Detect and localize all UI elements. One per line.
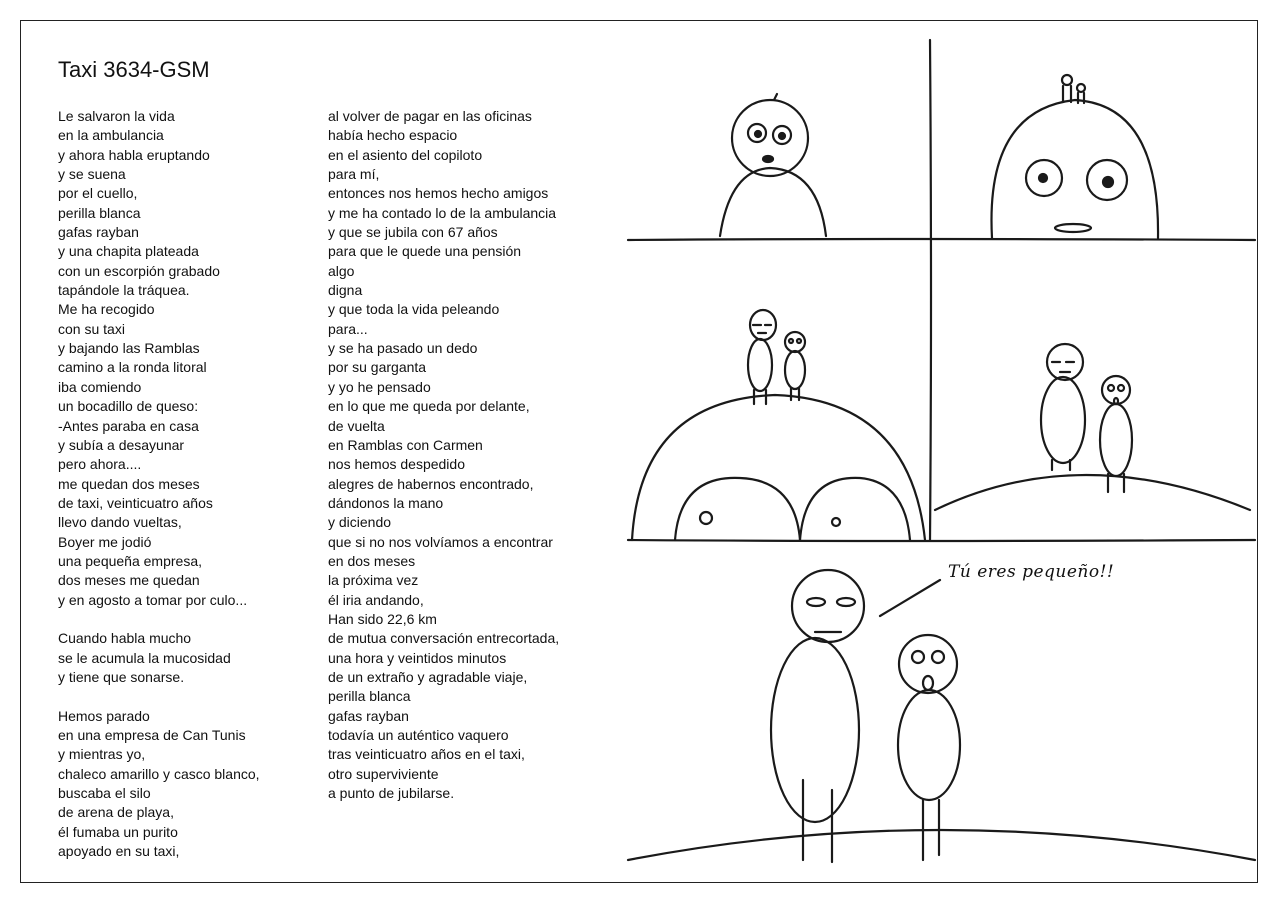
poem-line: Hemos parado [58,707,150,724]
poem-line: chaleco amarillo y casco blanco, [58,765,260,782]
poem-line: llevo dando vueltas, [58,514,182,531]
speech-bubble-text: Tú eres pequeño!! [948,562,1115,582]
poem-line: algo [328,262,355,279]
poem-line: alegres de habernos encontrado, [328,475,534,492]
poem-line: entonces nos hemos hecho amigos [328,185,549,202]
poem-line: de arena de playa, [58,804,174,821]
poem-line: para... [328,320,368,337]
poem-line: -Antes paraba en casa [58,417,199,434]
poem-line: de taxi, veinticuatro años [58,494,213,511]
poem-line: y se suena [58,166,126,183]
poem-line: nos hemos despedido [328,456,465,473]
poem-line: y tiene que sonarse. [58,668,185,685]
poem-line: de vuelta [328,417,385,434]
poem-line: y se ha pasado un dedo [328,340,478,357]
poem-line: Cuando habla mucho [58,630,192,647]
panel-4-two-characters [935,344,1250,510]
poem-line: y yo he pensado [328,378,431,395]
poem-line: en una empresa de Can Tunis [58,727,246,743]
poem-line: y diciendo [328,514,392,531]
poem-line: la próxima vez [328,572,419,589]
poem-line: Han sido 22,6 km [328,610,437,627]
poem-line: para que le quede una pensión [328,243,522,260]
poem-line: se le acumula la mucosidad [58,649,231,666]
poem-line: y en agosto a tomar por culo... [58,591,248,608]
poem-line: en el asiento del copiloto [328,146,483,163]
poem-line: en la ambulancia [58,127,164,144]
poem-line: él fumaba un purito [58,823,178,840]
poem-line: un bocadillo de queso: [58,398,199,415]
poem-line: de mutua conversación entrecortada, [328,630,560,647]
poem-line: y subía a desayunar [58,436,185,453]
poem-line: gafas rayban [58,224,139,241]
poem-line: Me ha recogido [58,301,155,318]
poem-line: de un extraño y agradable viaje, [328,668,528,685]
poem-line: dos meses me quedan [58,572,200,589]
poem-line: por el cuello, [58,185,138,202]
poem-line: para mí, [328,166,380,183]
poem-line: al volver de pagar en las oficinas [328,108,532,124]
panel-dividers [628,40,1255,541]
poem-line: perilla blanca [328,688,411,705]
poem-line: gafas rayban [328,707,409,724]
panel-5-two-characters [628,570,1255,862]
poem-line: y una chapita plateada [58,243,199,260]
poem-line: Le salvaron la vida [58,108,175,124]
poem-line: apoyado en su taxi, [58,843,180,860]
poem-line: digna [328,282,363,299]
poem-line: otro superviviente [328,765,439,782]
poem-line: y ahora habla eruptando [58,146,210,163]
poem-line: en Ramblas con Carmen [328,436,483,453]
poem-line: dándonos la mano [328,494,444,511]
poem-line: iba comiendo [58,378,142,395]
poem-line: y que se jubila con 67 años [328,224,498,241]
poem-line: buscaba el silo [58,785,151,802]
poem-line: una pequeña empresa, [58,552,202,569]
poem-line: todavía un auténtico vaquero [328,727,509,743]
panel-2-giant-face [991,75,1158,238]
poem-line: una hora y veintidos minutos [328,649,507,666]
poem-line: a punto de jubilarse. [328,785,455,802]
poem-line: había hecho espacio [328,127,458,144]
poem-line: perilla blanca [58,204,141,221]
poem-line: en dos meses [328,552,416,569]
poem-line: por su garganta [328,359,427,376]
poem-line: tras veinticuatro años en el taxi, [328,746,525,763]
poem-line: tapándole la tráquea. [58,282,190,299]
poem-line: y que toda la vida peleando [328,301,500,318]
poem-line: pero ahora.... [58,456,142,473]
poem-line: que si no nos volvíamos a encontrar [328,533,553,550]
poem-title: Taxi 3634-GSM [58,57,210,82]
poem-line: y mientras yo, [58,746,146,763]
poem-line: y bajando las Ramblas [58,340,200,357]
poem-line: con su taxi [58,320,125,337]
panel-3-giant-face [632,310,925,540]
poem-line: camino a la ronda litoral [58,359,207,376]
poem-line: y me ha contado lo de la ambulancia [328,204,557,221]
poem-line: él iria andando, [328,591,424,608]
poem-line: en lo que me queda por delante, [328,398,530,415]
poem-line: me quedan dos meses [58,475,200,492]
poem-line: con un escorpión grabado [58,262,220,279]
panel-1-small-character [720,94,826,236]
poem-line: Boyer me jodió [58,533,152,550]
